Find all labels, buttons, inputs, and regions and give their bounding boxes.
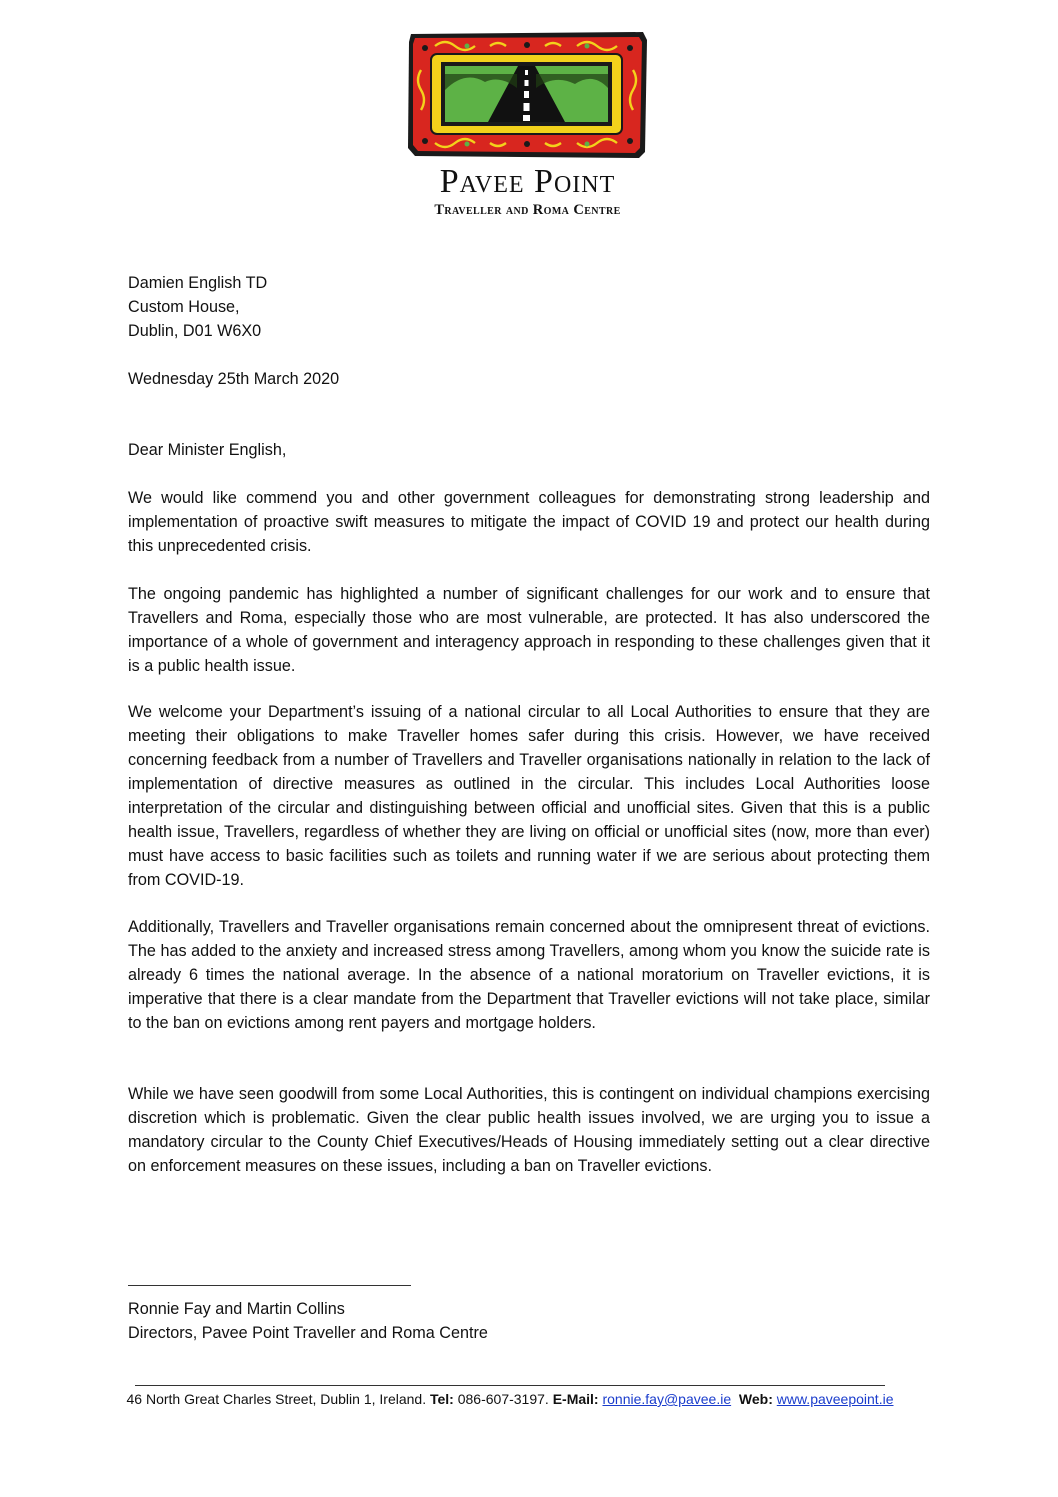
pavee-point-logo: [405, 30, 650, 160]
signatory-names: Ronnie Fay and Martin Collins: [128, 1300, 345, 1318]
footer-address: 46 North Great Charles Street, Dublin 1, Ireland.: [126, 1391, 427, 1407]
letter-date: Wednesday 25th March 2020: [128, 370, 340, 388]
letterhead-brand: [400, 163, 655, 219]
footer-divider: [135, 1385, 885, 1386]
body-paragraph-1: We would like commend you and other government colleagues for demonstrating strong leadership and implementation of proactive swift measures to mitigate the impact of COVID 19 and protect our health during this unprecedented crisis.: [128, 489, 930, 555]
footer-email-link[interactable]: ronnie.fay@pavee.ie: [602, 1391, 732, 1407]
footer-web-label: Web:: [738, 1391, 773, 1407]
body-paragraph-4: Additionally, Travellers and Traveller organisations remain concerned about the omnipresent threat of evictions. The has added to the anxiety and increased stress among Travellers, among whom you know the suicide rate is already 6 times the national average. In the absence of a national moratorium on Traveller evictions, it is imperative that there is a clear mandate from the Department that Traveller evictions will not take place, similar to the ban on evictions among rent payers and mortgage holders.: [128, 918, 930, 1032]
salutation: Dear Minister English,: [128, 441, 287, 459]
footer-tel-value: 086-607-3197.: [457, 1391, 549, 1407]
signature-line: [128, 1285, 411, 1286]
body-paragraph-5: While we have seen goodwill from some Local Authorities, this is contingent on individual champions exercising discretion which is problematic. Given the clear public health issues involved, we are urging you to issue a mandatory circular to the County Chief Executives/Heads of Housing immediately setting out a clear directive on enforcement measures on these issues, including a ban on Traveller evictions.: [128, 1085, 930, 1175]
signatory-title: Directors, Pavee Point Traveller and Roma Centre: [128, 1324, 488, 1342]
footer-web-link[interactable]: www.paveepoint.ie: [776, 1391, 894, 1407]
recipient-address-line2: Dublin, D01 W6X0: [128, 322, 262, 340]
org-name: Pavee Point: [439, 163, 616, 200]
recipient-address: [128, 271, 930, 343]
footer-tel-label: Tel:: [429, 1391, 454, 1407]
recipient-name: Damien English TD: [128, 274, 268, 292]
signature-block: [128, 1297, 930, 1345]
recipient-address-line1: Custom House,: [128, 298, 240, 316]
org-subtitle: Traveller and Roma Centre: [434, 202, 621, 218]
body-paragraph-3: We welcome your Department’s issuing of a national circular to all Local Authorities to ensure that they are meeting their obligations to make Traveller homes safer during this crisis. However, we have received concerning feedback from a number of Travellers and Traveller organisations nationally in relation to the lack of implementation of directive measures as outlined in the circular. This includes Local Authorities loose interpretation of the circular and distinguishing between official and unofficial sites. Given that this is a public health issue, Travellers, regardless of whether they are living on official or unofficial sites (now, more than ever) must have access to basic facilities such as toilets and running water if we are serious about protecting them from COVID-19.: [128, 703, 930, 889]
footer-contact: [0, 1389, 1020, 1409]
body-paragraph-2: The ongoing pandemic has highlighted a number of significant challenges for our work and to ensure that Travellers and Roma, especially those who are most vulnerable, are protected. It has also underscored the importance of a whole of government and interagency approach in responding to these challenges given that it is a public health issue.: [128, 585, 930, 675]
footer-email-label: E-Mail:: [552, 1391, 599, 1407]
